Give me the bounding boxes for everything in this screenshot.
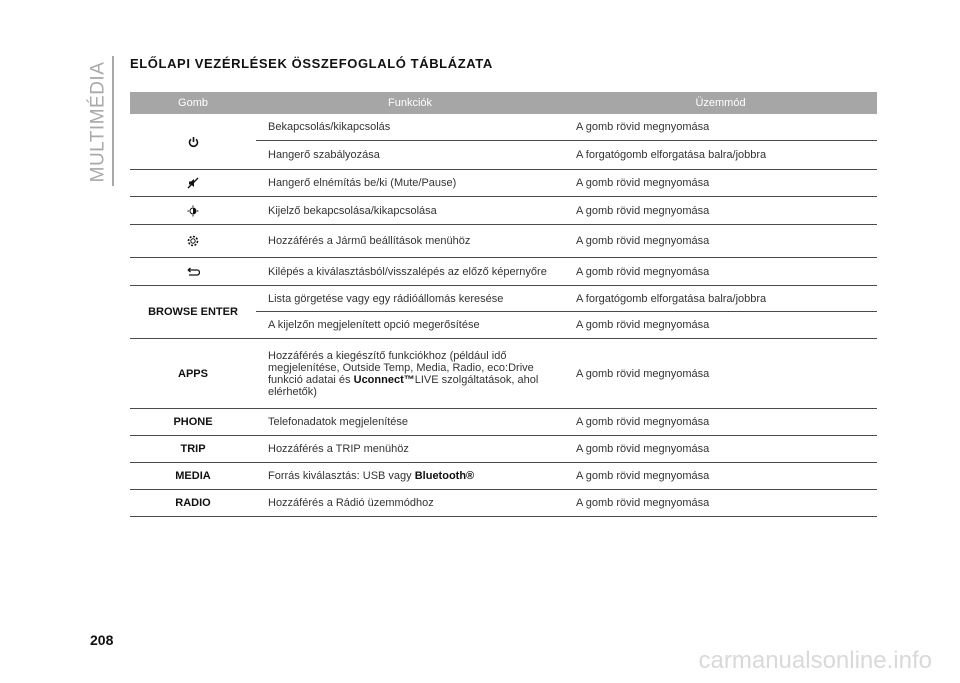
table-row-group bbox=[130, 225, 877, 258]
table-row bbox=[256, 225, 877, 257]
header-gomb: Gomb bbox=[178, 97, 208, 109]
table-row bbox=[256, 409, 877, 435]
function-text: Forrás kiválasztás: USB vagy bbox=[268, 470, 415, 482]
mode-cell: A gomb rövid megnyomása bbox=[576, 121, 710, 133]
function-cell: Hozzáférés a Rádió üzemmódhoz bbox=[268, 497, 434, 509]
power-icon bbox=[188, 136, 199, 148]
table-row bbox=[256, 312, 877, 338]
header-funkciok: Funkciók bbox=[387, 97, 433, 109]
table-row-group bbox=[130, 339, 877, 409]
mode-cell: A gomb rövid megnyomása bbox=[576, 416, 710, 428]
bluetooth-brand-text: Bluetooth® bbox=[414, 470, 475, 482]
display-brightness-icon bbox=[187, 205, 199, 217]
table-row-group bbox=[130, 258, 877, 286]
function-cell: Hozzáférés a TRIP menühöz bbox=[268, 443, 409, 455]
uconnect-brand-text: Uconnect™ bbox=[353, 373, 415, 386]
mute-icon bbox=[187, 177, 199, 189]
button-cell: RADIO bbox=[175, 497, 211, 509]
mode-cell: A forgatógomb elforgatása balra/jobbra bbox=[576, 149, 767, 161]
table-row bbox=[256, 114, 877, 141]
table-row bbox=[256, 339, 877, 408]
function-cell bbox=[256, 470, 564, 482]
table-row bbox=[256, 436, 877, 462]
table-row bbox=[256, 170, 877, 196]
function-cell: Telefonadatok megjelenítése bbox=[268, 416, 409, 428]
section-side-label-text: MULTIMÉDIA bbox=[87, 61, 109, 183]
table-row-group bbox=[130, 490, 877, 517]
function-text-line: Hozzáférés a kiegészítő funkciókhoz (például idő bbox=[268, 349, 507, 362]
table-row-group bbox=[130, 170, 877, 197]
function-text-line: LIVE szolgáltatások, ahol bbox=[414, 373, 539, 386]
table-row bbox=[256, 490, 877, 516]
side-rule bbox=[112, 56, 114, 186]
table-row bbox=[256, 286, 877, 312]
page-title: ELŐLAPI VEZÉRLÉSEK ÖSSZEFOGLALÓ TÁBLÁZATA bbox=[130, 56, 493, 71]
function-cell: Kilépés a kiválasztásból/visszalépés az előző képernyőre bbox=[268, 265, 547, 278]
button-cell bbox=[130, 170, 256, 196]
function-cell: Bekapcsolás/kikapcsolás bbox=[268, 121, 391, 133]
button-cell bbox=[130, 225, 256, 257]
back-arrow-icon bbox=[187, 267, 200, 277]
function-text-line: elérhetők) bbox=[268, 385, 317, 398]
mode-cell: A gomb rövid megnyomása bbox=[576, 235, 710, 247]
table-row-group bbox=[130, 436, 877, 463]
mode-cell: A gomb rövid megnyomása bbox=[576, 265, 710, 278]
function-cell: A kijelzőn megjelenített opció megerősítése bbox=[268, 319, 480, 331]
table-row bbox=[256, 141, 877, 169]
table-row-group bbox=[130, 463, 877, 490]
table-row bbox=[256, 258, 877, 285]
function-text-line: megjelenítése, Outside Temp, Media, Radio, eco:Drive bbox=[268, 361, 534, 374]
mode-cell: A gomb rövid megnyomása bbox=[576, 367, 710, 380]
mode-cell: A gomb rövid megnyomása bbox=[576, 497, 710, 509]
mode-cell: A gomb rövid megnyomása bbox=[576, 470, 710, 482]
table-row-group bbox=[130, 197, 877, 225]
mode-cell: A gomb rövid megnyomása bbox=[576, 204, 710, 217]
button-cell bbox=[130, 258, 256, 285]
section-side-label bbox=[86, 58, 110, 186]
header-uzemmod: Üzemmód bbox=[695, 97, 746, 109]
function-cell: Hangerő szabályozása bbox=[268, 149, 380, 161]
function-cell bbox=[256, 350, 564, 398]
function-cell: Kijelző bekapcsolása/kikapcsolása bbox=[268, 204, 437, 217]
function-cell: Lista görgetése vagy egy rádióállomás keresése bbox=[268, 292, 504, 305]
button-cell: MEDIA bbox=[175, 470, 211, 482]
button-cell: TRIP bbox=[180, 443, 206, 455]
table-row-group bbox=[130, 286, 877, 339]
function-cell: Hozzáférés a Jármű beállítások menühöz bbox=[268, 235, 471, 247]
mode-cell: A forgatógomb elforgatása balra/jobbra bbox=[576, 292, 767, 305]
mode-cell: A gomb rövid megnyomása bbox=[576, 177, 710, 189]
function-cell: Hangerő elnémítás be/ki (Mute/Pause) bbox=[268, 177, 457, 189]
table-header bbox=[130, 92, 877, 114]
button-cell bbox=[130, 197, 256, 224]
mode-cell: A gomb rövid megnyomása bbox=[576, 443, 710, 455]
button-cell: BROWSE ENTER bbox=[148, 306, 238, 318]
vehicle-settings-gear-icon bbox=[186, 234, 200, 248]
page-number: 208 bbox=[90, 632, 114, 648]
watermark: carmanualsonline.info bbox=[698, 647, 932, 674]
button-cell: PHONE bbox=[173, 416, 213, 428]
table-row bbox=[256, 463, 877, 489]
button-cell: APPS bbox=[178, 367, 208, 380]
button-cell bbox=[130, 114, 256, 169]
table-row-group bbox=[130, 409, 877, 436]
controls-table bbox=[130, 92, 877, 517]
table-row bbox=[256, 197, 877, 224]
mode-cell: A gomb rövid megnyomása bbox=[576, 319, 710, 331]
function-text-line: funkció adatai és bbox=[268, 373, 354, 386]
table-row-group bbox=[130, 114, 877, 170]
